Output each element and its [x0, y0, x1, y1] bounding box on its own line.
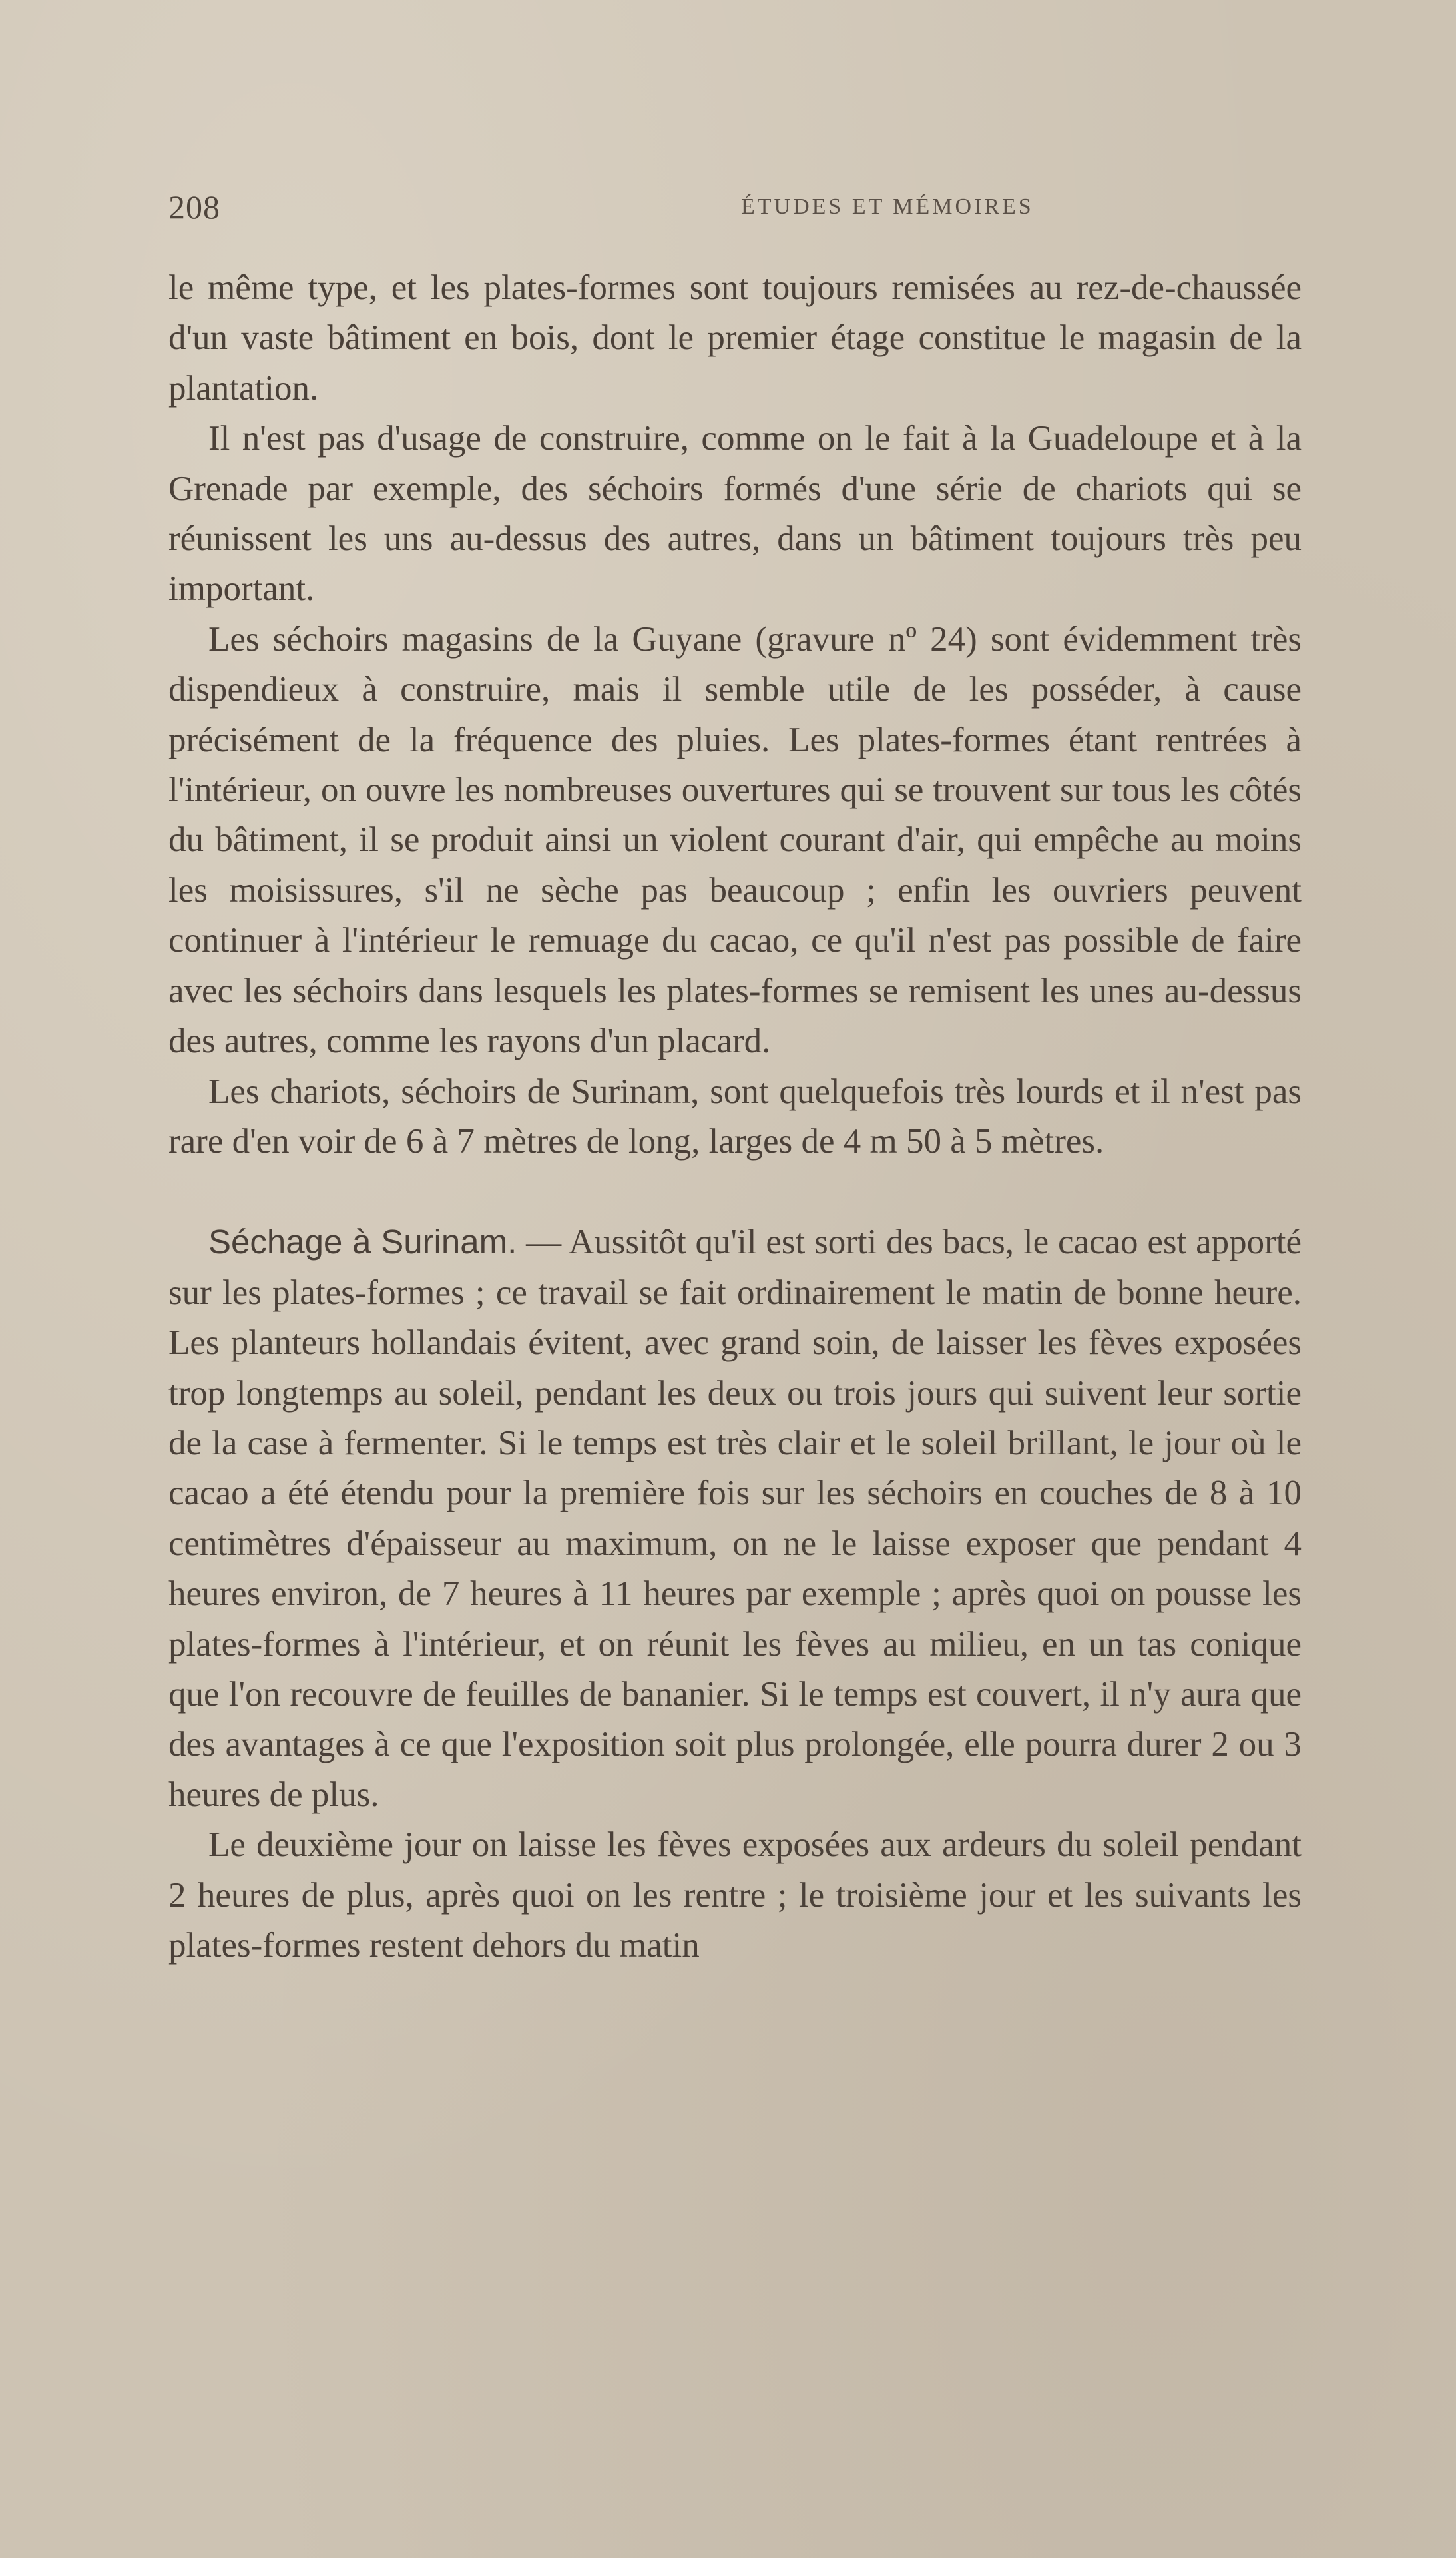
body-text [168, 263, 1302, 1971]
page-header [168, 188, 1300, 228]
paragraph: Les chariots, séchoirs de Surinam, sont quelquefois très lourds et il n'est pas rare d'en voir de 6 à 7 mètres de long, larges de 4 m 50 à 5 mètres. [168, 1072, 1302, 1161]
running-head: ÉTUDES ET MÉMOIRES [741, 194, 1034, 219]
paragraph: Les séchoirs magasins de la Guyane (gravure nº 24) sont évidemment très dispendieux à construire, mais il semble utile de les posséder, à cause précisément de la fréquence des pluies. Les plates-formes étant rentrées à l'intérieur, on ouvre les nombreuses ouvertures qui se trouvent sur tous les côtés du bâtiment, il se produit ainsi un violent courant d'air, qui empêche au moins les moisissures, s'il ne sèche pas beaucoup ; enfin les ouvriers peuvent continuer à l'intérieur le remuage du cacao, ce qu'il n'est pas possible de faire avec les séchoirs dans lesquels les plates-formes se remisent les unes au-dessus des autres, comme les rayons d'un placard. [168, 619, 1302, 1061]
paragraph: le même type, et les plates-formes sont toujours remisées au rez-de-chaussée d'un vaste bâtiment en bois, dont le premier étage constitue le magasin de la plantation. [168, 268, 1302, 408]
section-paragraph [168, 1217, 1302, 1820]
section-text: — Aussitôt qu'il est sorti des bacs, le cacao est apporté sur les plates-formes ; ce travail se fait ordinairement le matin de bonne heure. Les planteurs hollandais évitent, avec grand soin, de laisser les fèves exposées trop longtemps au soleil, pendant les deux ou trois jours qui suivent leur sortie de la case à fermenter. Si le temps est très clair et le soleil brillant, le jour où le cacao a été étendu pour la première fois sur les séchoirs en couches de 8 à 10 centimètres d'épaisseur au maximum, on ne le laisse exposer que pendant 4 heures environ, de 7 heures à 11 heures par exemple ; après quoi on pousse les plates-formes à l'intérieur, et on réunit les fèves au milieu, en un tas conique que l'on recouvre de feuilles de bananier. Si le temps est couvert, il n'y aura que des avantages à ce que l'exposition soit plus prolongée, elle pourra durer 2 ou 3 heures de plus. [168, 1223, 1302, 1814]
section-title: Séchage à Surinam. [208, 1223, 517, 1261]
page-number: 208 [168, 188, 220, 226]
paragraph: Il n'est pas d'usage de construire, comme on le fait à la Guadeloupe et à la Grenade par exemple, des séchoirs formés d'une série de chariots qui se réunissent les uns au-dessus des autres, dans un bâtiment toujours très peu important. [168, 419, 1302, 609]
paragraph: Le deuxième jour on laisse les fèves exposées aux ardeurs du soleil pendant 2 heures de plus, après quoi on les rentre ; le troisième jour et les suivants les plates-formes restent dehors du matin [168, 1825, 1302, 1965]
